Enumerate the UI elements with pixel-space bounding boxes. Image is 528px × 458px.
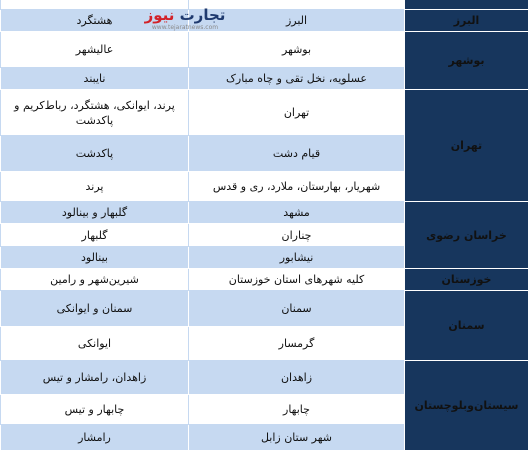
affected-cell: نایبند	[1, 68, 189, 90]
affected-cell: پاکدشت	[1, 136, 189, 172]
affected-cell: ایوانکی	[1, 327, 189, 361]
province-cell: خراسان رضوی	[405, 202, 528, 269]
table-row	[1, 10, 528, 32]
city-cell: زاهدان	[189, 361, 405, 395]
affected-cell: پرند	[1, 172, 189, 202]
affected-cell: بینالود	[1, 247, 189, 269]
affected-cell: هشتگرد	[1, 10, 189, 32]
affected-cell: گلبهار و بینالود	[1, 202, 189, 224]
city-cell: کلیه شهرهای استان خوزستان	[189, 269, 405, 291]
table-row	[1, 269, 528, 291]
affected-cell: چابهار و تیس	[1, 395, 189, 425]
tejaratnews-logo	[140, 6, 230, 36]
table-row	[1, 90, 528, 136]
logo-part-news: نیوز	[144, 6, 175, 24]
table-row	[1, 202, 528, 224]
city-cell: گرمسار	[189, 327, 405, 361]
city-cell: شهر ستان زابل	[189, 425, 405, 451]
table-row	[1, 361, 528, 395]
city-cell: قیام دشت	[189, 136, 405, 172]
province-cell: سیستان‌وبلوچستان	[405, 361, 528, 451]
city-cell: البرز	[189, 10, 405, 32]
logo-part-tejarat: تجارت	[179, 6, 226, 24]
province-cell: خوزستان	[405, 269, 528, 291]
city-cell: چناران	[189, 224, 405, 247]
city-cell: سمنان	[189, 291, 405, 327]
province-cell: سمنان	[405, 291, 528, 361]
affected-cell: عالیشهر	[1, 32, 189, 68]
city-cell: مشهد	[189, 202, 405, 224]
province-cell: البرز	[405, 10, 528, 32]
logo-mark	[140, 6, 230, 24]
city-cell: نیشابور	[189, 247, 405, 269]
table-row	[1, 0, 528, 10]
affected-cell: رامشار	[1, 425, 189, 451]
affected-cell: گلبهار	[1, 224, 189, 247]
city-cell: تهران	[189, 90, 405, 136]
affected-cell: زاهدان، رامشار و تیس	[1, 361, 189, 395]
province-cell: تهران	[405, 90, 528, 202]
logo-url: www.tejaratnews.com	[151, 24, 219, 31]
table-row	[1, 32, 528, 68]
affected-cell: پرند، ایوانکی، هشتگرد، رباط‌کریم و پاکدشت	[1, 90, 189, 136]
affected-cell: سمنان و ایوانکی	[1, 291, 189, 327]
province-cell: بوشهر	[405, 32, 528, 90]
affected-cell: شیرین‌شهر و رامین	[1, 269, 189, 291]
city-cell: بوشهر	[189, 32, 405, 68]
province-cell	[405, 0, 528, 10]
city-cell: عسلویه، نخل تقی و چاه مبارک	[189, 68, 405, 90]
city-cell: چابهار	[189, 395, 405, 425]
city-cell: شهریار، بهارستان، ملارد، ری و قدس	[189, 172, 405, 202]
table-row	[1, 291, 528, 327]
